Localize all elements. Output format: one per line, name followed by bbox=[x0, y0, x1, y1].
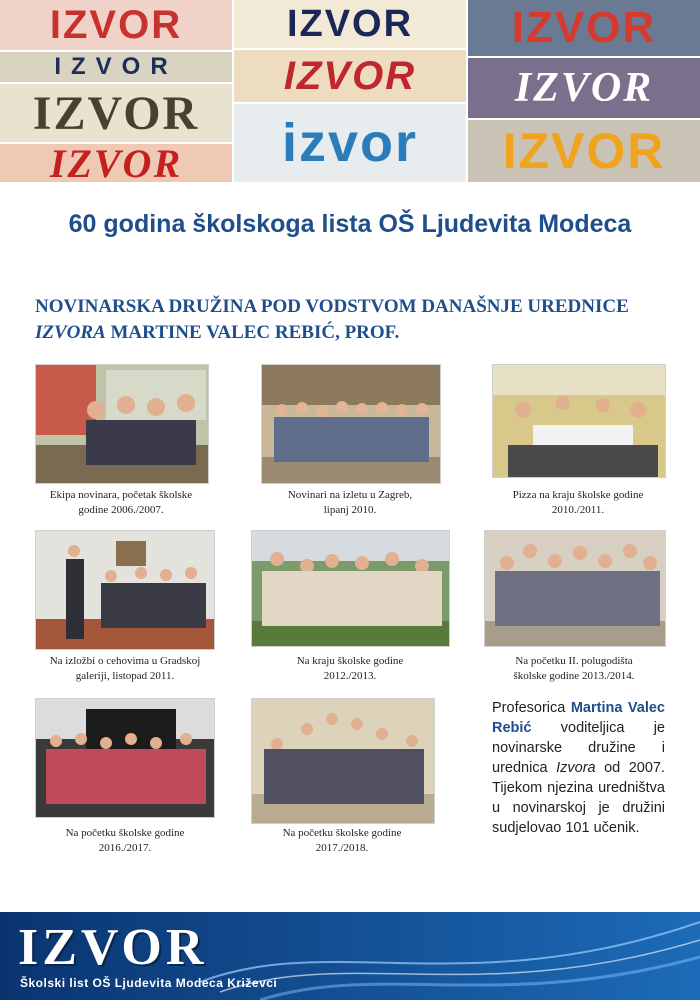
professor-text bbox=[492, 698, 665, 838]
photo-caption bbox=[25, 488, 217, 518]
caption-line: Na početku školske godine bbox=[65, 827, 185, 839]
logo-tile: IZVOR bbox=[468, 0, 700, 56]
section-heading bbox=[35, 294, 655, 346]
caption-line: 2012./2013. bbox=[323, 670, 377, 682]
photo-team-2006 bbox=[35, 364, 209, 484]
logo-tile: IZVOR bbox=[468, 58, 700, 118]
caption-line: Ekipa novinara, početak školske bbox=[49, 489, 193, 501]
caption-line: školske godine 2013./2014. bbox=[513, 670, 635, 682]
heading-italic: IZVORA bbox=[35, 322, 106, 343]
caption-line: 2010./2011. bbox=[551, 504, 605, 516]
photo-2014 bbox=[484, 530, 666, 647]
caption-line: galeriji, listopad 2011. bbox=[75, 670, 175, 682]
photo-caption bbox=[25, 826, 225, 856]
page-title: 60 godina školskoga lista OŠ Ljudevita Modeca bbox=[68, 210, 632, 238]
logo-tile: IZVOR bbox=[0, 0, 232, 50]
prof-mid: voditeljica je novinarske družine i urednica bbox=[492, 720, 665, 776]
prof-rest: od 2007. Tijekom njezina uredništva u novinarskoj je družini sudjelovao 101 učenik. bbox=[492, 760, 665, 836]
logo-tile: IZVOR bbox=[234, 50, 466, 102]
caption-line: Na početku školske godine bbox=[282, 827, 402, 839]
caption-line: Novinari na izletu u Zagreb, bbox=[287, 489, 413, 501]
heading-text: NOVINARSKA DRUŽINA POD VODSTVOM DANAŠNJE UREDNICE bbox=[35, 296, 629, 317]
photo-zagreb-trip bbox=[261, 364, 441, 484]
photo-caption bbox=[252, 654, 448, 684]
logo-tile: izvor bbox=[234, 104, 466, 182]
caption-line: godine 2006./2007. bbox=[78, 504, 164, 516]
photo-end-2013 bbox=[251, 530, 450, 647]
photo-gallery-exhibit bbox=[35, 530, 215, 650]
footer-subtitle: Školski list OŠ Ljudevita Modeca Križevci bbox=[20, 976, 278, 990]
caption-line: lipanj 2010. bbox=[323, 504, 377, 516]
header-banner bbox=[0, 0, 700, 182]
footer-logo: IZVOR bbox=[18, 919, 208, 976]
photo-2017 bbox=[251, 698, 435, 824]
prof-italic: Izvora bbox=[556, 760, 596, 776]
prof-name: Martina Valec Rebić bbox=[492, 700, 665, 736]
photo-caption bbox=[255, 488, 445, 518]
logo-tile: IZVOR bbox=[234, 0, 466, 48]
logo-tile: IZVOR bbox=[0, 84, 232, 142]
photo-caption bbox=[480, 488, 676, 518]
heading-text: MARTINE VALEC REBIĆ, PROF. bbox=[105, 322, 400, 343]
logo-tile: IZVOR bbox=[468, 120, 700, 182]
caption-line: 2016./2017. bbox=[98, 842, 152, 854]
caption-line: Na kraju školske godine bbox=[296, 655, 404, 667]
caption-line: Na izložbi o cehovima u Gradskoj bbox=[49, 655, 201, 667]
photo-pizza bbox=[492, 364, 666, 478]
caption-line: 2017./2018. bbox=[315, 842, 369, 854]
photo-caption bbox=[246, 826, 438, 856]
photo-caption bbox=[25, 654, 225, 684]
logo-tile: IZVOR bbox=[0, 52, 232, 82]
prof-intro: Profesorica bbox=[492, 700, 571, 716]
caption-line: Pizza na kraju školske godine bbox=[512, 489, 644, 501]
photo-caption bbox=[476, 654, 672, 684]
caption-line: Na početku II. polugodišta bbox=[515, 655, 633, 667]
photo-2016 bbox=[35, 698, 215, 818]
logo-tile: IZVOR bbox=[0, 144, 232, 182]
footer-banner bbox=[0, 912, 700, 1000]
